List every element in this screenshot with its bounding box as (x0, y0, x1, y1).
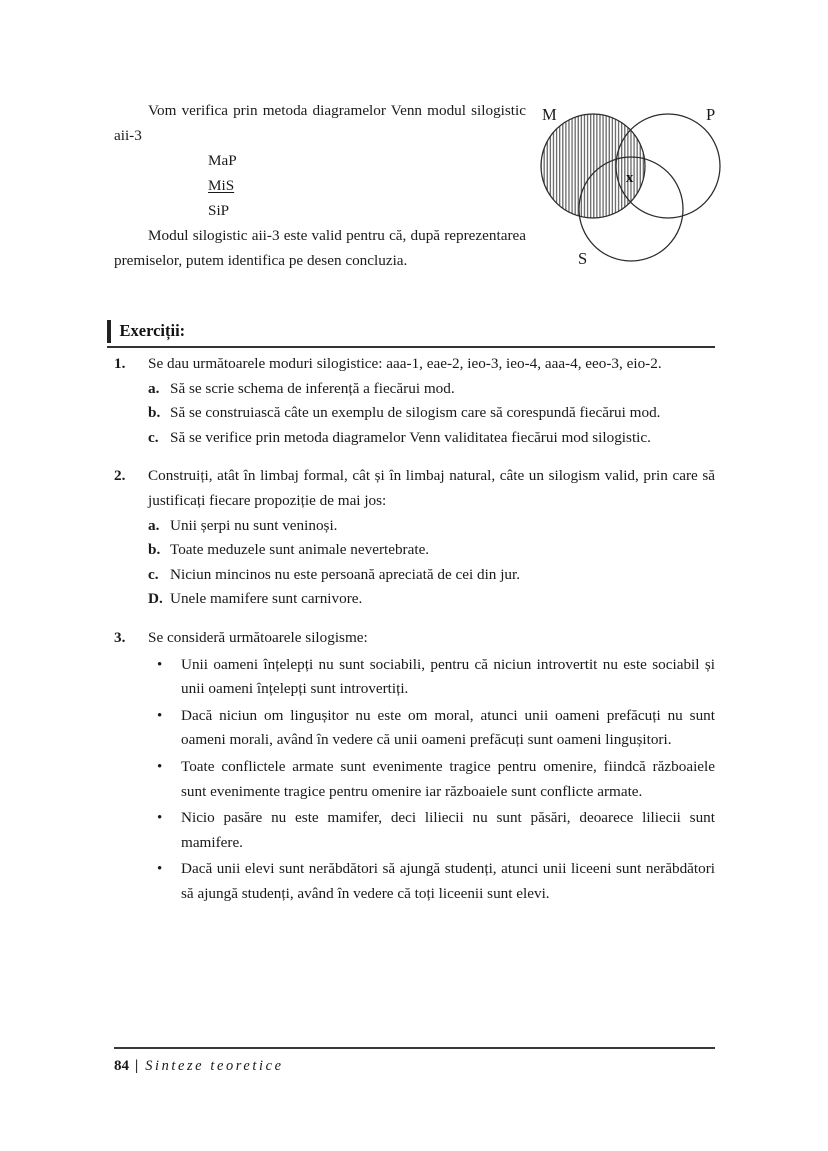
sub-item-marker: a. (148, 516, 160, 534)
exercise-body (148, 352, 715, 450)
bullet-text: Dacă niciun om lingușitor nu este om moral, atunci unii oameni prefăcuți nu sunt oameni morali, având în vedere că unii oameni prefăcuți sunt oameni lingușitori. (181, 706, 715, 749)
footer-rule (114, 1047, 715, 1049)
sub-item-marker: c. (148, 565, 159, 583)
bullet-text: Unii oameni înțelepți nu sunt sociabili, pentru că niciun introvertit nu este sociabil și unii oameni înțelepți sunt introvertiți. (181, 655, 715, 698)
exercise-number: 3. (114, 628, 126, 646)
bullet-text: Nicio pasăre nu este mamifer, deci liliecii nu sunt păsări, deoarece liliecii sunt mamifere. (181, 809, 715, 851)
exercises-title: Exerciții: (119, 321, 186, 340)
bullet-icon: • (157, 707, 163, 724)
syllogism-minor-premise-text: MiS (208, 177, 235, 194)
list-item (148, 514, 715, 539)
exercise-item (114, 626, 715, 907)
exercise-stem: Construiți, atât în limbaj formal, cât și în limbaj natural, câte un silogism valid, prin care să justificați fiecare propoziție de mai jos: (148, 467, 715, 509)
exercise-item (114, 464, 715, 612)
exercise-bullet-list (148, 653, 715, 907)
exercise-stem: Se dau următoarele moduri silogistice: aaa-1, eae-2, ieo-3, ieo-4, aaa-4, eeo-3, eio-2. (148, 355, 662, 372)
sub-item-text: Unele mamifere sunt carnivore. (170, 590, 363, 608)
bullet-icon: • (157, 758, 163, 775)
sub-item-text: Unii șerpi nu sunt veninoși. (170, 516, 338, 534)
list-item (148, 563, 715, 588)
sub-item-marker: D. (148, 590, 163, 608)
footer-separator: | (135, 1058, 139, 1075)
page-number: 84 (114, 1058, 129, 1075)
page-footer (114, 1047, 715, 1075)
venn-mark-x: x (626, 170, 634, 186)
venn-label-m: M (542, 105, 557, 124)
sub-item-text: Niciun mincinos nu este persoană apreciată de cei din jur. (170, 565, 521, 583)
sub-item-marker: a. (148, 379, 160, 397)
venn-diagram (528, 96, 724, 276)
list-item (148, 401, 715, 426)
footer-section-label: Sinteze teoretice (145, 1058, 284, 1075)
footer-content (114, 1058, 715, 1075)
syllogism-major-premise: MaP (208, 152, 237, 169)
bullet-text: Dacă unii elevi sunt nerăbdători să ajungă studenți, atunci unii liceeni sunt nerăbdători să ajungă studenți, având în vedere că toți liceenii sunt elevi. (181, 860, 715, 902)
exercise-body (148, 464, 715, 612)
syllogism-minor-premise (114, 173, 526, 198)
list-item (148, 704, 715, 753)
sub-item-text: Să se verifice prin metoda diagramelor Venn validitatea fiecărui mod silogistic. (170, 428, 651, 446)
bullet-icon: • (157, 656, 163, 673)
bullet-text: Toate conflictele armate sunt evenimente tragice pentru omenire, fiindcă războaiele sunt evenimente tragice pentru omenire iar războaiele sunt conflicte armate. (181, 757, 715, 800)
syllogism-conclusion: SiP (208, 202, 230, 219)
exercises-list (114, 352, 715, 920)
sub-item-text: Să se construiască câte un exemplu de silogism care să corespundă fiecărui mod. (170, 404, 661, 422)
list-item (148, 538, 715, 563)
exercise-number: 1. (114, 355, 126, 372)
list-item (148, 653, 715, 702)
bullet-icon: • (157, 861, 163, 878)
sub-item-marker: b. (148, 404, 161, 422)
sub-item-marker: c. (148, 428, 159, 446)
bullet-icon: • (157, 810, 163, 827)
sub-item-text: Să se scrie schema de inferență a fiecărui mod. (170, 379, 455, 397)
venn-label-p: P (706, 105, 716, 124)
list-item (148, 806, 715, 855)
exercise-body (148, 626, 715, 907)
exercise-sub-list (148, 377, 715, 451)
sub-item-marker: b. (148, 541, 161, 559)
exercises-header-rule (107, 346, 715, 348)
list-item (148, 755, 715, 804)
sub-item-text: Toate meduzele sunt animale nevertebrate. (170, 541, 430, 559)
intro-text-block (114, 98, 526, 273)
exercise-item (114, 352, 715, 450)
venn-label-s: S (578, 249, 588, 268)
intro-paragraph-2: Modul silogistic aii-3 este valid pentru că, după reprezentarea premiselor, putem identifica pe desen concluzia. (114, 227, 526, 269)
list-item (148, 377, 715, 402)
exercise-number: 2. (114, 467, 126, 485)
venn-m-hatched-region (528, 96, 724, 276)
exercise-sub-list (148, 514, 715, 612)
list-item (148, 857, 715, 906)
exercises-header (107, 320, 715, 348)
exercise-stem: Se consideră următoarele silogisme: (148, 628, 368, 646)
intro-paragraph-1: Vom verifica prin metoda diagramelor Venn modul silogistic aii-3 (114, 102, 526, 144)
list-item (148, 426, 715, 451)
list-item (148, 587, 715, 612)
